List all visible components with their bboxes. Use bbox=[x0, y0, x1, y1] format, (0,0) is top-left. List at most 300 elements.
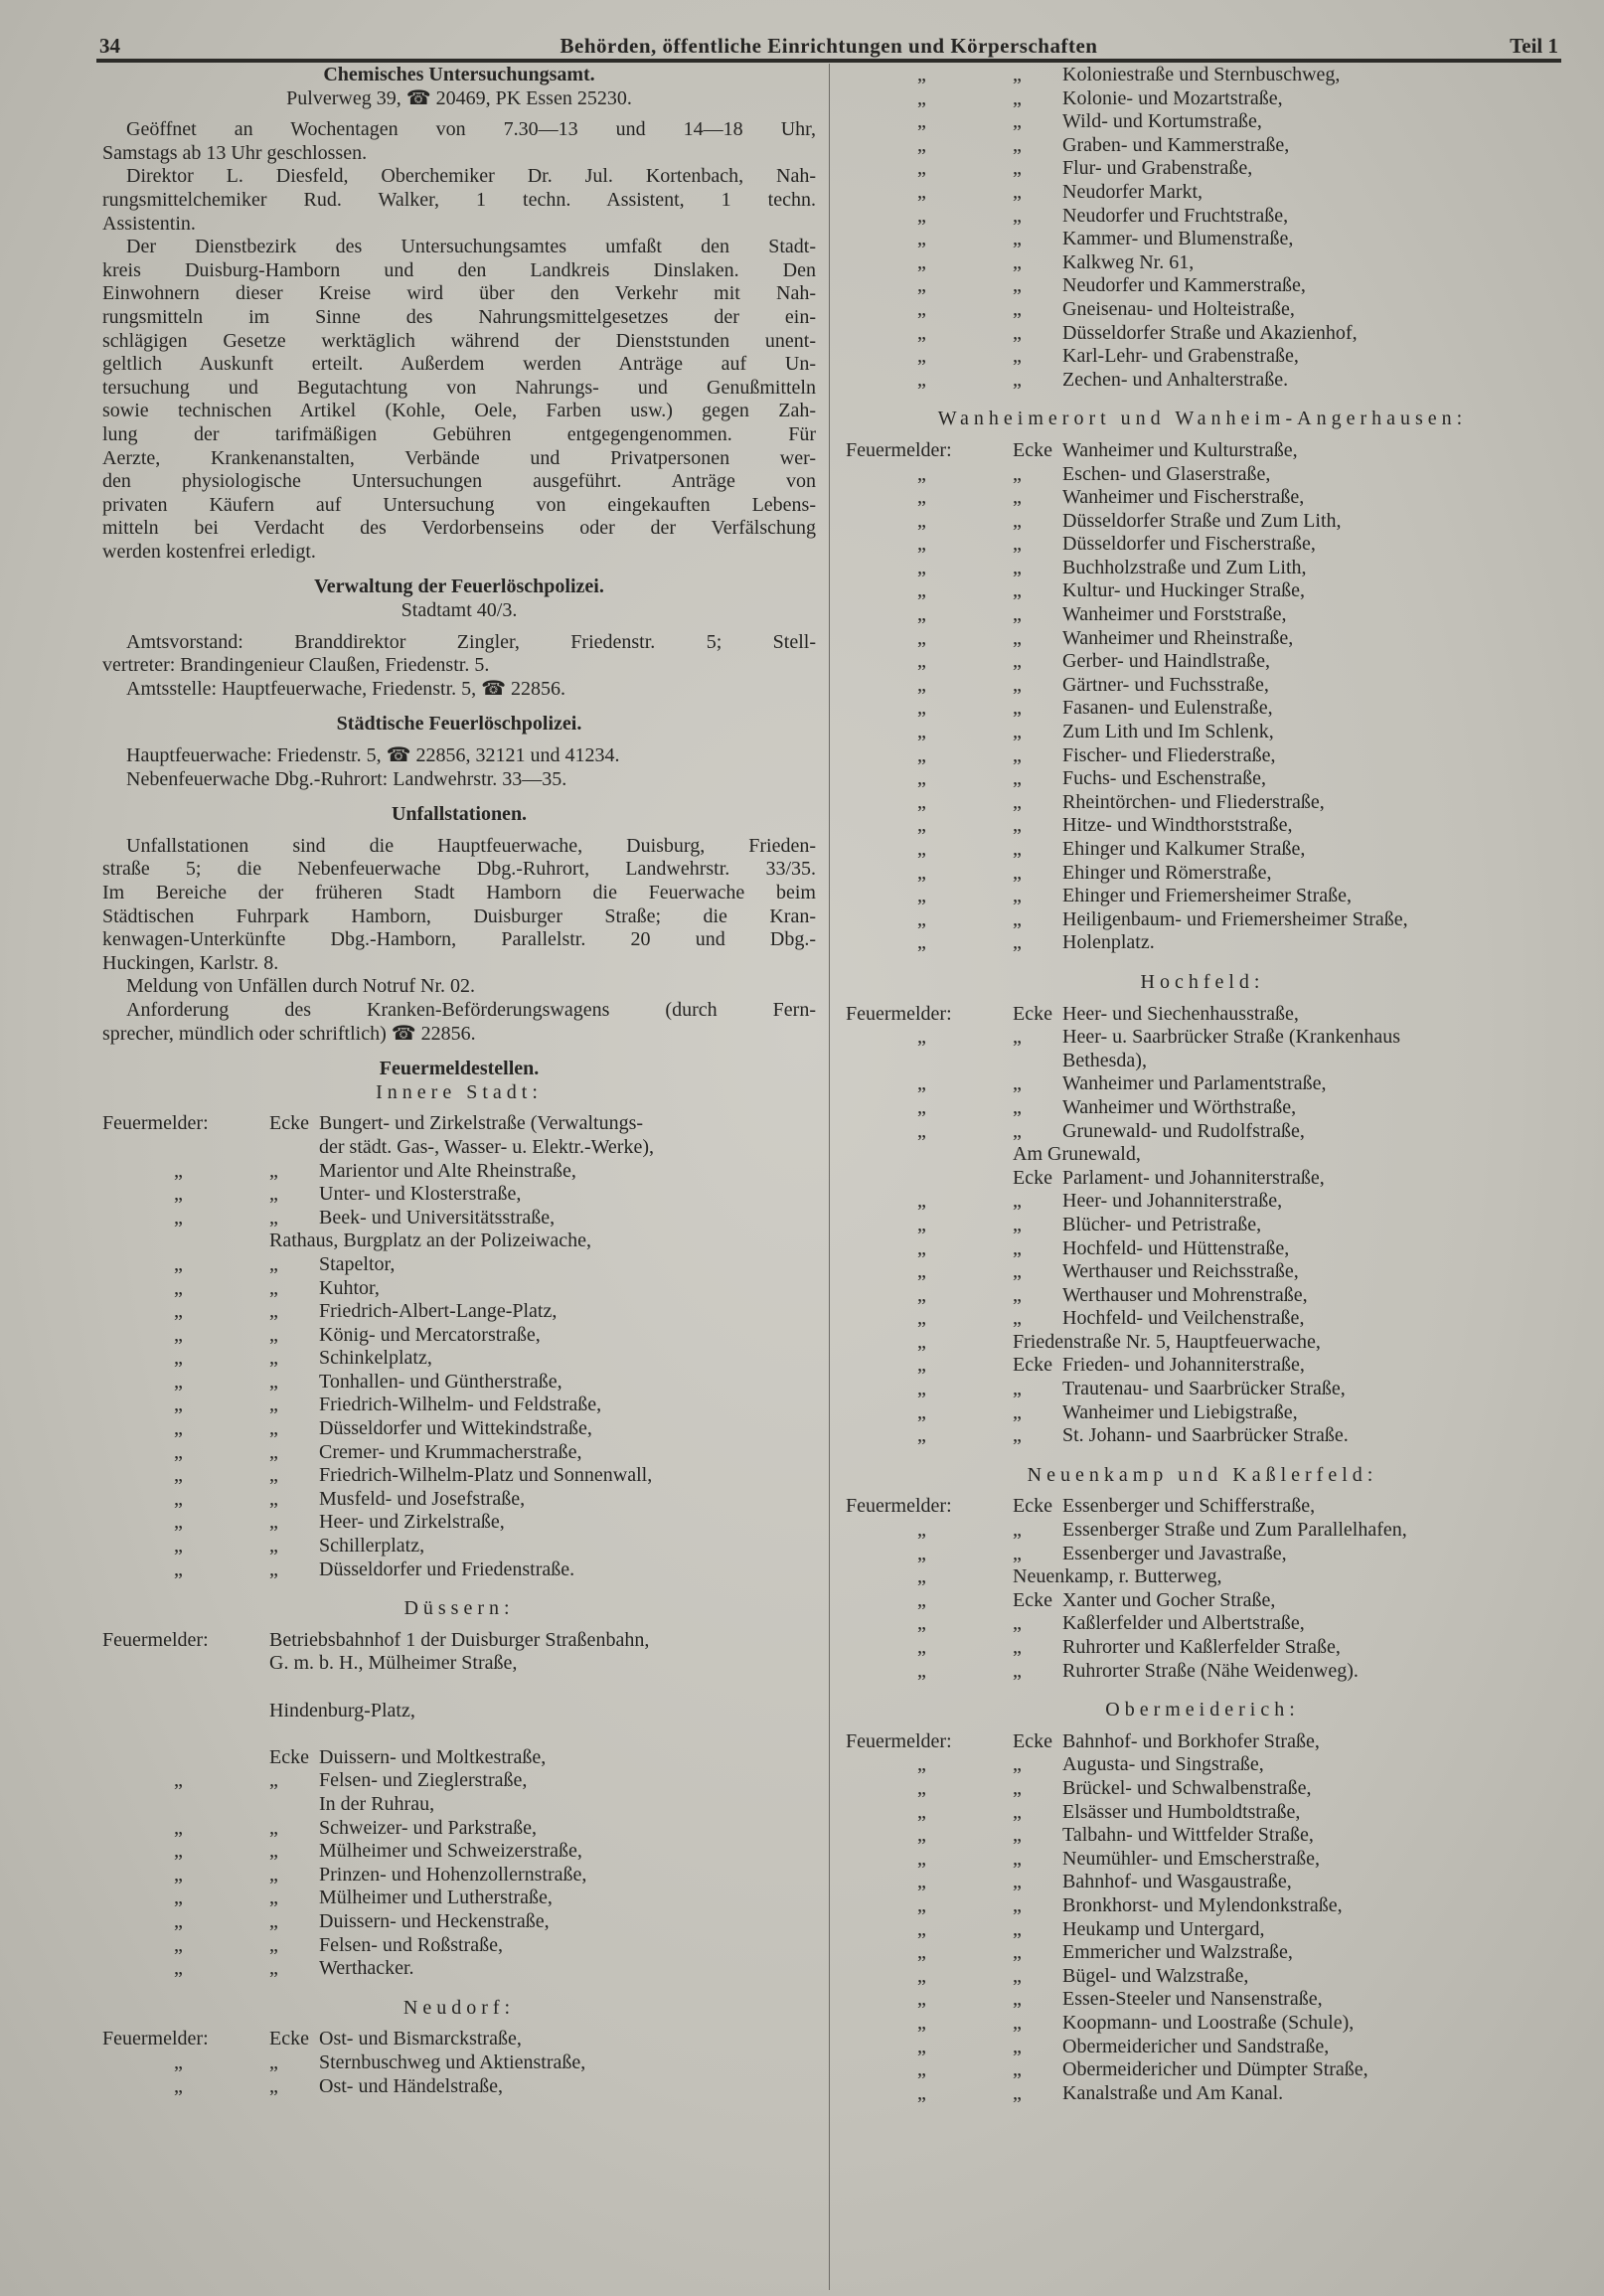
location-text: In der Ruhrau, bbox=[319, 1792, 435, 1815]
ditto-mark: „ bbox=[269, 1511, 278, 1534]
ditto-mark: „ bbox=[1013, 2058, 1022, 2081]
fire-alarm-list bbox=[846, 1495, 1559, 1683]
ditto-mark: „ bbox=[917, 2011, 926, 2034]
list-item bbox=[102, 1957, 816, 1981]
ditto-mark: „ bbox=[917, 697, 926, 720]
text-line: tersuchung und Begutachtung von Nahrungs- und Genußmitteln bbox=[102, 376, 816, 399]
ditto-mark: „ bbox=[917, 1072, 926, 1095]
ditto-mark: „ bbox=[917, 1519, 926, 1542]
list-item bbox=[846, 838, 1559, 862]
list-item bbox=[846, 274, 1559, 298]
text-line: Assistentin. bbox=[102, 212, 196, 235]
centered-line: Pulverweg 39, ☎ 20469, PK Essen 25230. bbox=[286, 86, 632, 109]
location-text: Wanheimer und Parlamentstraße, bbox=[1062, 1072, 1327, 1095]
text-line: Einwohnern dieser Kreise wird über den Verkehr mit Nah- bbox=[102, 282, 816, 305]
ditto-mark: „ bbox=[917, 533, 926, 556]
list-item bbox=[102, 2051, 816, 2075]
location-text: Duissern- und Moltkestraße, bbox=[319, 1745, 547, 1768]
ditto-mark: „ bbox=[917, 1893, 926, 1916]
location-text: Zum Lith und Im Schlenk, bbox=[1062, 721, 1274, 743]
text-line: Hauptfeuerwache: Friedenstr. 5, ☎ 22856, 32121 und 41234. bbox=[126, 744, 620, 767]
ditto-mark: „ bbox=[269, 1863, 278, 1886]
ditto-mark: „ bbox=[917, 86, 926, 109]
ditto-mark: „ bbox=[1013, 368, 1022, 391]
list-item bbox=[846, 1612, 1559, 1636]
ditto-mark: „ bbox=[1013, 64, 1022, 85]
empty-cell bbox=[102, 1746, 269, 1770]
list-item bbox=[102, 1277, 816, 1301]
location-text: Neudorfer Markt, bbox=[1062, 180, 1203, 203]
text-line: Städtischen Fuhrpark Hamborn, Duisburger Straße; die Kran- bbox=[102, 904, 816, 927]
location-text: Düsseldorfer und Wittekindstraße, bbox=[319, 1417, 592, 1440]
list-item bbox=[102, 1417, 816, 1441]
list-item bbox=[102, 1230, 816, 1253]
ditto-mark: „ bbox=[269, 1394, 278, 1416]
ditto-mark: „ bbox=[917, 368, 926, 391]
location-text: Holenplatz. bbox=[1062, 931, 1155, 954]
location-text: Prinzen- und Hohenzollernstraße, bbox=[319, 1863, 587, 1886]
list-item bbox=[846, 1190, 1559, 1214]
ditto-mark: „ bbox=[917, 2081, 926, 2104]
location-text: Kuhtor, bbox=[319, 1276, 380, 1299]
ditto-mark: „ bbox=[1013, 767, 1022, 790]
corner-label: Ecke bbox=[269, 1112, 309, 1135]
text-line: Unfallstationen sind die Hauptfeuerwache, Duisburg, Frieden- bbox=[126, 834, 816, 857]
list-item bbox=[102, 1934, 816, 1958]
location-text: Ehinger und Kalkumer Straße, bbox=[1062, 838, 1306, 860]
ditto-mark: „ bbox=[174, 1909, 183, 1932]
row-label: Feuermelder: bbox=[846, 1729, 952, 1752]
list-item bbox=[102, 1817, 816, 1841]
ditto-mark: „ bbox=[917, 603, 926, 626]
list-item bbox=[846, 345, 1559, 369]
ditto-mark: „ bbox=[917, 2058, 926, 2081]
list-item bbox=[846, 157, 1559, 181]
running-title: Behörden, öffentliche Einrichtungen und Körperschaften bbox=[560, 34, 1098, 58]
location-text: Graben- und Kammerstraße, bbox=[1062, 133, 1290, 156]
list-item bbox=[846, 1941, 1559, 1965]
ditto-mark: „ bbox=[269, 1206, 278, 1229]
list-item bbox=[846, 1801, 1559, 1825]
location-text: Wild- und Kortumstraße, bbox=[1062, 110, 1262, 133]
ditto-mark: „ bbox=[917, 250, 926, 273]
ditto-mark: „ bbox=[917, 907, 926, 930]
text-line: Nebenfeuerwache Dbg.-Ruhrort: Landwehrstr. 33—35. bbox=[126, 767, 567, 790]
row-label: Feuermelder: bbox=[102, 1112, 209, 1135]
text-line: schlägigen Gesetze werktäglich während der Dienststunden unent- bbox=[102, 329, 816, 352]
text-line: Geöffnet an Wochentagen von 7.30—13 und 14—18 Uhr, bbox=[126, 118, 816, 141]
ditto-mark: „ bbox=[1013, 556, 1022, 578]
fire-alarm-list bbox=[846, 1003, 1559, 1448]
blank-line bbox=[102, 1722, 816, 1746]
ditto-mark: „ bbox=[269, 1300, 278, 1323]
ditto-mark: „ bbox=[917, 1753, 926, 1776]
location-text: Koopmann- und Loostraße (Schule), bbox=[1062, 2011, 1355, 2034]
ditto-mark: „ bbox=[174, 1252, 183, 1275]
ditto-mark: „ bbox=[269, 1370, 278, 1393]
column-divider bbox=[829, 64, 830, 2290]
paragraph bbox=[102, 999, 816, 1046]
text-line: Der Dienstbezirk des Untersuchungsamtes umfaßt den Stadt- bbox=[126, 236, 816, 258]
ditto-mark: „ bbox=[174, 1535, 183, 1558]
section-heading: Chemisches Untersuchungsamt. bbox=[323, 64, 595, 85]
location-text: Friedrich-Albert-Lange-Platz, bbox=[319, 1300, 558, 1323]
ditto-mark: „ bbox=[1013, 228, 1022, 250]
location-text: Bügel- und Walzstraße, bbox=[1062, 1964, 1249, 1987]
ditto-mark: „ bbox=[174, 1323, 183, 1346]
location-text: Neudorfer und Kammerstraße, bbox=[1062, 274, 1306, 297]
ditto-mark: „ bbox=[1013, 1964, 1022, 1987]
ditto-mark: „ bbox=[269, 1183, 278, 1206]
part-label: Teil 1 bbox=[1510, 34, 1558, 58]
list-item bbox=[102, 1746, 816, 1770]
ditto-mark: „ bbox=[1013, 86, 1022, 109]
ditto-mark: „ bbox=[1013, 1190, 1022, 1213]
section-heading: Unfallstationen. bbox=[391, 803, 528, 826]
list-item bbox=[846, 2036, 1559, 2059]
text-line: Im Bereiche der früheren Stadt Hamborn die Feuerwache beim bbox=[102, 882, 816, 903]
list-item bbox=[102, 1394, 816, 1417]
list-item bbox=[846, 1214, 1559, 1237]
ditto-mark: „ bbox=[1013, 790, 1022, 813]
location-text: Kanalstraße und Am Kanal. bbox=[1062, 2081, 1284, 2104]
list-item bbox=[102, 1160, 816, 1184]
ditto-mark: „ bbox=[269, 1276, 278, 1299]
location-text: Hochfeld- und Hüttenstraße, bbox=[1062, 1236, 1290, 1259]
location-text: Trautenau- und Saarbrücker Straße, bbox=[1062, 1378, 1346, 1400]
location-text: Am Grunewald, bbox=[1013, 1143, 1141, 1166]
location-text: Frieden- und Johanniterstraße, bbox=[1062, 1354, 1305, 1377]
location-text: Ruhrorter und Kaßlerfelder Straße, bbox=[1062, 1636, 1341, 1658]
ditto-mark: „ bbox=[174, 1206, 183, 1229]
list-item bbox=[102, 1136, 816, 1160]
ditto-mark: „ bbox=[917, 1330, 926, 1353]
ditto-mark: „ bbox=[917, 814, 926, 837]
ditto-mark: „ bbox=[269, 1886, 278, 1909]
corner-label: Ecke bbox=[1013, 1588, 1052, 1611]
corner-label: Ecke bbox=[269, 1745, 309, 1768]
location-text: Ost- und Händelstraße, bbox=[319, 2074, 503, 2097]
location-text: Sternbuschweg und Aktienstraße, bbox=[319, 2050, 586, 2073]
header-rule bbox=[96, 59, 1561, 63]
list-item bbox=[102, 1864, 816, 1887]
fire-alarm-list bbox=[846, 1730, 1559, 2106]
ditto-mark: „ bbox=[1013, 1753, 1022, 1776]
list-item bbox=[846, 134, 1559, 158]
list-item bbox=[102, 1207, 816, 1230]
list-item bbox=[846, 1003, 1559, 1027]
location-text: Mülheimer und Schweizerstraße, bbox=[319, 1840, 582, 1863]
list-item bbox=[846, 87, 1559, 111]
ditto-mark: „ bbox=[269, 1909, 278, 1932]
corner-label: Ecke bbox=[1013, 438, 1052, 461]
ditto-mark: „ bbox=[1013, 2011, 1022, 2034]
corner-label: Ecke bbox=[1013, 1354, 1052, 1377]
list-item bbox=[846, 533, 1559, 557]
ditto-mark: „ bbox=[917, 1213, 926, 1235]
ditto-mark: „ bbox=[917, 274, 926, 297]
empty-cell bbox=[102, 1793, 269, 1817]
ditto-mark: „ bbox=[1013, 110, 1022, 133]
paragraph bbox=[102, 165, 816, 236]
text-line: straße 5; die Nebenfeuerwache Dbg.-Ruhrort, Landwehrstr. 33/35. bbox=[102, 858, 816, 881]
location-text: Rathaus, Burgplatz an der Polizeiwache, bbox=[269, 1230, 591, 1252]
district-heading: Wanheimerort und Wanheim-Angerhausen: bbox=[937, 408, 1468, 430]
paragraph bbox=[102, 678, 816, 702]
ditto-mark: „ bbox=[1013, 157, 1022, 180]
paragraph bbox=[102, 118, 816, 165]
ditto-mark: „ bbox=[917, 1988, 926, 2011]
text-line: vertreter: Brandingenieur Claußen, Friedenstr. 5. bbox=[102, 654, 490, 677]
section-heading: Städtische Feuerlöschpolizei. bbox=[336, 713, 582, 736]
paragraph bbox=[102, 768, 816, 792]
ditto-mark: „ bbox=[1013, 2081, 1022, 2104]
text-line: privaten Käufern auf Untersuchung von eingekauften Lebens- bbox=[102, 493, 816, 516]
district-heading: Düssern: bbox=[403, 1597, 515, 1620]
ditto-mark: „ bbox=[1013, 1119, 1022, 1142]
list-item bbox=[102, 1535, 816, 1558]
ditto-mark: „ bbox=[1013, 1307, 1022, 1330]
location-text: Heer- und Siechenhausstraße, bbox=[1062, 1002, 1299, 1025]
list-item bbox=[846, 1284, 1559, 1308]
continuation-text: der städt. Gas-, Wasser- u. Elektr.-Werke), bbox=[319, 1135, 655, 1158]
list-item bbox=[846, 1143, 1559, 1167]
ditto-mark: „ bbox=[1013, 204, 1022, 227]
ditto-mark: „ bbox=[1013, 907, 1022, 930]
ditto-mark: „ bbox=[1013, 579, 1022, 602]
location-text: Marientor und Alte Rheinstraße, bbox=[319, 1159, 576, 1182]
location-text: Wanheimer und Fischerstraße, bbox=[1062, 486, 1305, 509]
location-text: Flur- und Grabenstraße, bbox=[1062, 157, 1253, 180]
list-item bbox=[102, 1441, 816, 1465]
ditto-mark: „ bbox=[917, 204, 926, 227]
location-text: Rheintörchen- und Fliederstraße, bbox=[1062, 790, 1325, 813]
ditto-mark: „ bbox=[174, 1769, 183, 1792]
text-line: sowie technischen Artikel (Kohle, Oele, Farben usw.) gegen Zah- bbox=[102, 400, 816, 422]
location-text: Düsseldorfer und Friedenstraße. bbox=[319, 1558, 575, 1580]
location-text: Unter- und Klosterstraße, bbox=[319, 1183, 522, 1206]
empty-cell bbox=[846, 1143, 1013, 1167]
corner-label: Ecke bbox=[1013, 1729, 1052, 1752]
list-item bbox=[846, 721, 1559, 744]
ditto-mark: „ bbox=[1013, 1847, 1022, 1870]
list-item bbox=[102, 1769, 816, 1793]
location-text: G. m. b. H., Mülheimer Straße, bbox=[269, 1652, 518, 1675]
list-item bbox=[846, 369, 1559, 393]
location-text: Heer- und Johanniterstraße, bbox=[1062, 1190, 1283, 1213]
ditto-mark: „ bbox=[1013, 533, 1022, 556]
location-text: Koloniestraße und Sternbuschweg, bbox=[1062, 64, 1341, 85]
list-item bbox=[846, 1848, 1559, 1872]
list-item bbox=[846, 110, 1559, 134]
ditto-mark: „ bbox=[174, 1394, 183, 1416]
ditto-mark: „ bbox=[174, 1300, 183, 1323]
ditto-mark: „ bbox=[917, 1236, 926, 1259]
list-item bbox=[102, 1488, 816, 1512]
ditto-mark: „ bbox=[1013, 1213, 1022, 1235]
fire-alarm-list bbox=[102, 1629, 816, 1981]
location-text: Kultur- und Huckinger Straße, bbox=[1062, 579, 1305, 602]
list-item bbox=[846, 1354, 1559, 1378]
ditto-mark: „ bbox=[917, 1824, 926, 1847]
ditto-mark: „ bbox=[917, 1941, 926, 1964]
location-text: Augusta- und Singstraße, bbox=[1062, 1753, 1264, 1776]
location-text: Düsseldorfer und Fischerstraße, bbox=[1062, 533, 1316, 556]
ditto-mark: „ bbox=[1013, 650, 1022, 673]
list-item bbox=[102, 1629, 816, 1653]
location-text: Tonhallen- und Güntherstraße, bbox=[319, 1370, 562, 1393]
list-item bbox=[846, 486, 1559, 510]
district-heading: Obermeiderich: bbox=[1105, 1699, 1300, 1722]
ditto-mark: „ bbox=[917, 650, 926, 673]
ditto-mark: „ bbox=[1013, 1542, 1022, 1564]
ditto-mark: „ bbox=[174, 1863, 183, 1886]
list-item bbox=[846, 322, 1559, 346]
list-item bbox=[846, 1120, 1559, 1144]
ditto-mark: „ bbox=[917, 743, 926, 766]
ditto-mark: „ bbox=[917, 861, 926, 884]
ditto-mark: „ bbox=[917, 1378, 926, 1400]
ditto-mark: „ bbox=[1013, 274, 1022, 297]
list-item bbox=[102, 1558, 816, 1582]
ditto-mark: „ bbox=[917, 345, 926, 368]
right-column bbox=[846, 64, 1559, 2105]
page-header bbox=[99, 30, 1558, 60]
ditto-mark: „ bbox=[917, 1871, 926, 1893]
location-text: Wanheimer und Liebigstraße, bbox=[1062, 1400, 1298, 1423]
ditto-mark: „ bbox=[1013, 1519, 1022, 1542]
ditto-mark: „ bbox=[917, 1026, 926, 1049]
text-line: rungsmittelchemiker Rud. Walker, 1 techn. Assistent, 1 techn. bbox=[102, 188, 816, 211]
list-item bbox=[846, 1424, 1559, 1448]
location-text: Bahnhof- und Wasgaustraße, bbox=[1062, 1871, 1292, 1893]
ditto-mark: „ bbox=[917, 1260, 926, 1283]
ditto-mark: „ bbox=[1013, 462, 1022, 485]
list-item bbox=[846, 1660, 1559, 1684]
location-text: Wanheimer und Forststraße, bbox=[1062, 603, 1287, 626]
location-text: Talbahn- und Wittfelder Straße, bbox=[1062, 1824, 1314, 1847]
location-text: Werthacker. bbox=[319, 1957, 414, 1980]
ditto-mark: „ bbox=[174, 1183, 183, 1206]
list-item bbox=[102, 1347, 816, 1371]
ditto-mark: „ bbox=[1013, 1941, 1022, 1964]
list-item bbox=[846, 1167, 1559, 1191]
location-text: Düsseldorfer Straße und Zum Lith, bbox=[1062, 509, 1342, 532]
location-text: Cremer- und Krummacherstraße, bbox=[319, 1440, 582, 1463]
ditto-mark: „ bbox=[1013, 1424, 1022, 1447]
location-text: Fasanen- und Eulenstraße, bbox=[1062, 697, 1273, 720]
list-item bbox=[846, 579, 1559, 603]
ditto-mark: „ bbox=[1013, 1378, 1022, 1400]
location-text: Karl-Lehr- und Grabenstraße, bbox=[1062, 345, 1299, 368]
list-item bbox=[846, 1753, 1559, 1777]
list-item bbox=[846, 1636, 1559, 1660]
location-text: Gärtner- und Fuchsstraße, bbox=[1062, 673, 1269, 696]
paragraph bbox=[102, 631, 816, 678]
location-text: Kaßlerfelder und Albertstraße, bbox=[1062, 1612, 1305, 1635]
list-item bbox=[846, 1096, 1559, 1120]
row-label: Feuermelder: bbox=[102, 2028, 209, 2050]
ditto-mark: „ bbox=[1013, 861, 1022, 884]
text-line: sprecher, mündlich oder schriftlich) ☎ 22856. bbox=[102, 1022, 476, 1045]
ditto-mark: „ bbox=[269, 2050, 278, 2073]
ditto-mark: „ bbox=[1013, 133, 1022, 156]
ditto-mark: „ bbox=[269, 1840, 278, 1863]
ditto-mark: „ bbox=[174, 1511, 183, 1534]
ditto-mark: „ bbox=[1013, 180, 1022, 203]
ditto-mark: „ bbox=[917, 885, 926, 907]
ditto-mark bbox=[269, 1793, 319, 1817]
list-item bbox=[846, 1988, 1559, 2012]
paragraph bbox=[102, 975, 816, 999]
fire-alarm-list bbox=[846, 64, 1559, 392]
location-text: Neuenkamp, r. Butterweg, bbox=[1013, 1565, 1222, 1588]
list-item bbox=[846, 885, 1559, 908]
location-text: Xanter und Gocher Straße, bbox=[1062, 1588, 1276, 1611]
ditto-mark: „ bbox=[174, 1276, 183, 1299]
ditto-mark: „ bbox=[917, 1565, 926, 1588]
location-text: Friedrich-Wilhelm- und Feldstraße, bbox=[319, 1394, 602, 1416]
location-text: Friedrich-Wilhelm-Platz und Sonnenwall, bbox=[319, 1464, 653, 1487]
location-text: Essenberger Straße und Zum Parallelhafen, bbox=[1062, 1519, 1407, 1542]
location-text: Hochfeld- und Veilchenstraße, bbox=[1062, 1307, 1305, 1330]
ditto-mark: „ bbox=[1013, 345, 1022, 368]
ditto-mark: „ bbox=[917, 1400, 926, 1423]
row-label: Feuermelder: bbox=[846, 1002, 952, 1025]
location-text: Schinkelplatz, bbox=[319, 1347, 432, 1370]
ditto-mark: „ bbox=[917, 673, 926, 696]
location-text: Felsen- und Zieglerstraße, bbox=[319, 1769, 528, 1792]
section-heading: Verwaltung der Feuerlöschpolizei. bbox=[314, 575, 604, 598]
location-text: Betriebsbahnhof 1 der Duisburger Straßenbahn, bbox=[269, 1628, 650, 1651]
row-label: Feuermelder: bbox=[846, 438, 952, 461]
location-text: Werthauser und Mohrenstraße, bbox=[1062, 1283, 1308, 1306]
district-heading: Hochfeld: bbox=[1140, 970, 1265, 993]
text-line: lung der tarifmäßigen Gebühren entgegengenommen. Für bbox=[102, 422, 816, 445]
ditto-mark: „ bbox=[1013, 1026, 1022, 1049]
location-text: Grunewald- und Rudolfstraße, bbox=[1062, 1119, 1305, 1142]
district-heading: Innere Stadt: bbox=[376, 1080, 543, 1103]
list-item bbox=[846, 767, 1559, 791]
ditto-mark: „ bbox=[269, 1487, 278, 1510]
ditto-mark: „ bbox=[1013, 697, 1022, 720]
list-item bbox=[846, 439, 1559, 463]
list-item bbox=[846, 603, 1559, 627]
list-item bbox=[102, 1910, 816, 1934]
list-item bbox=[846, 181, 1559, 205]
ditto-mark: „ bbox=[917, 579, 926, 602]
list-item bbox=[846, 1777, 1559, 1801]
ditto-mark: „ bbox=[269, 1417, 278, 1440]
location-text: Fuchs- und Eschenstraße, bbox=[1062, 767, 1266, 790]
ditto-mark: „ bbox=[269, 1535, 278, 1558]
ditto-mark: „ bbox=[1013, 626, 1022, 649]
list-item bbox=[102, 2075, 816, 2099]
paragraph bbox=[102, 744, 816, 768]
list-item bbox=[846, 463, 1559, 487]
location-text: Neumühler- und Emscherstraße, bbox=[1062, 1847, 1320, 1870]
list-item bbox=[846, 1026, 1559, 1050]
list-item bbox=[846, 1965, 1559, 1989]
location-text: Parlament- und Johanniterstraße, bbox=[1062, 1166, 1325, 1189]
list-item bbox=[102, 1793, 816, 1817]
blank-line bbox=[102, 1676, 816, 1700]
ditto-mark: „ bbox=[917, 1776, 926, 1799]
ditto-mark: „ bbox=[269, 1159, 278, 1182]
location-text: Ost- und Bismarckstraße, bbox=[319, 2028, 522, 2050]
section-heading: Feuermeldestellen. bbox=[379, 1058, 540, 1080]
list-item bbox=[846, 1378, 1559, 1401]
